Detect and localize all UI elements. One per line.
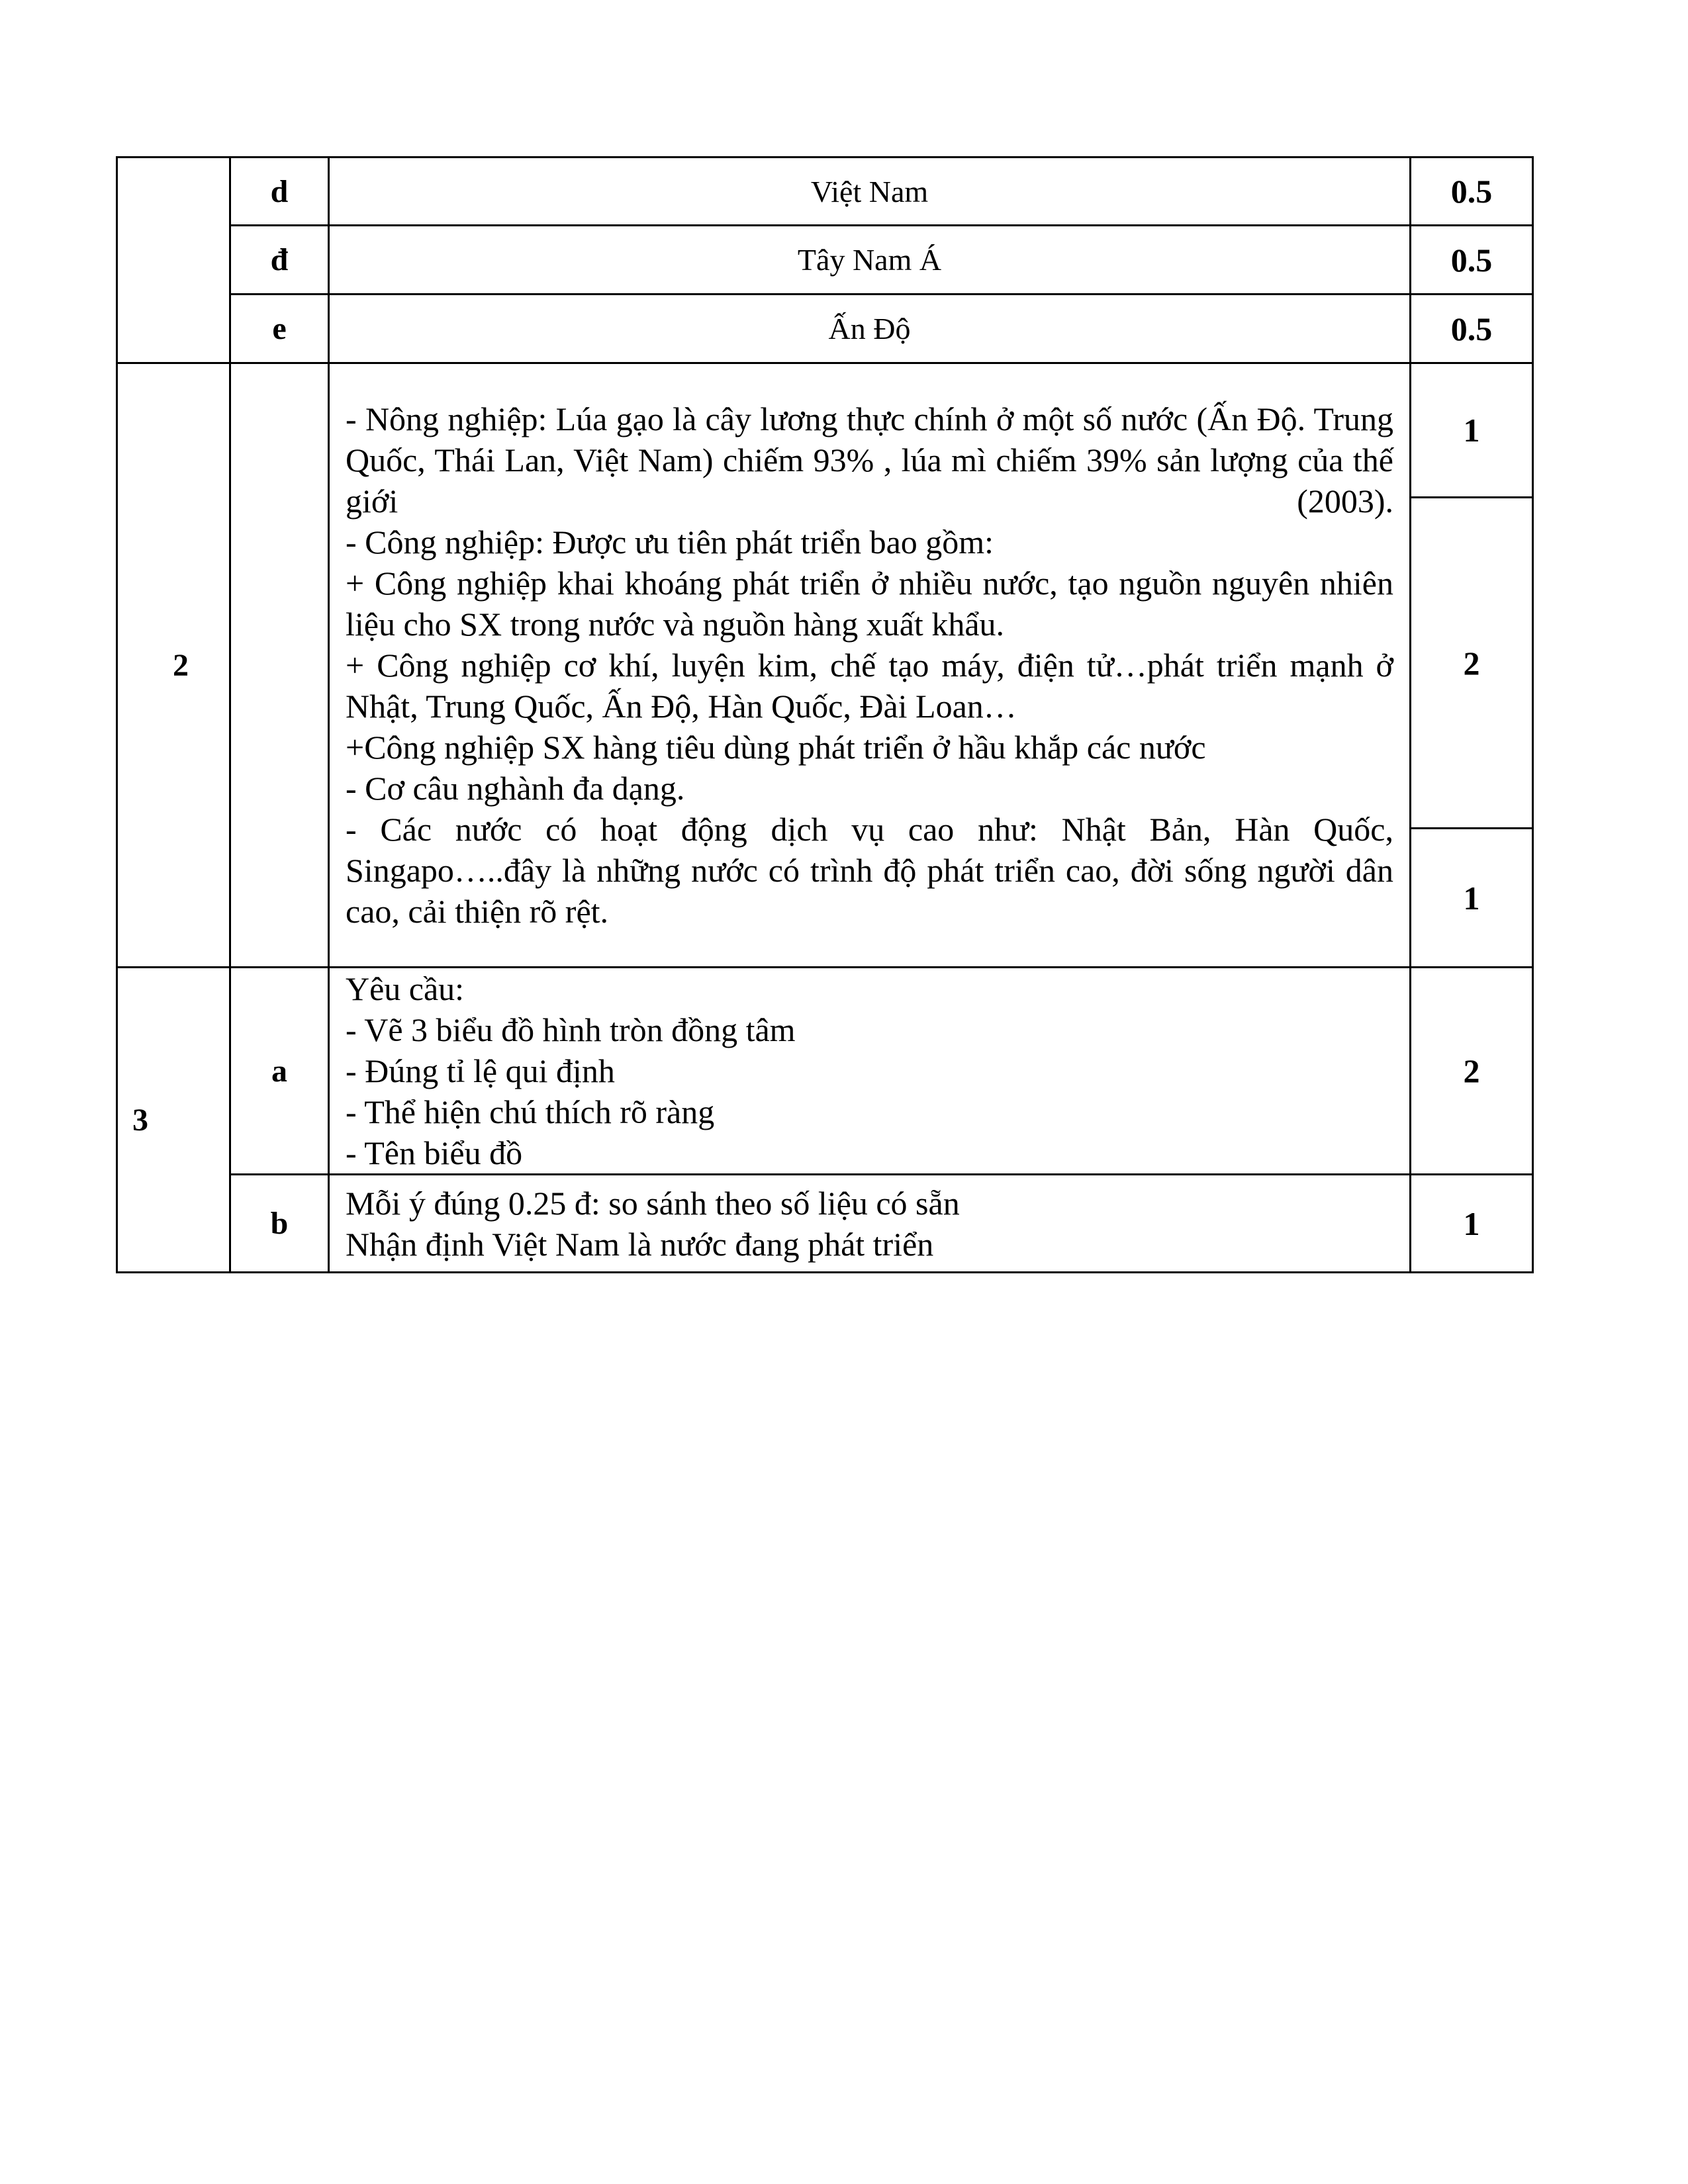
item-label: a <box>230 968 329 1175</box>
answer-line: - Tên biểu đồ <box>346 1134 523 1171</box>
table-row <box>117 968 1533 1175</box>
score-value: 2 <box>1411 498 1532 829</box>
score-value: 2 <box>1411 968 1533 1175</box>
score-value: 1 <box>1463 879 1480 917</box>
answer-line: - Vẽ 3 biểu đồ hình tròn đồng tâm <box>346 1011 796 1048</box>
answer-line: Yêu cầu: <box>346 970 465 1007</box>
answer-line: - Đúng tỉ lệ qui định <box>346 1052 615 1089</box>
table-row <box>117 363 1533 968</box>
table-row <box>117 226 1533 295</box>
table-row <box>117 1175 1533 1273</box>
table-row <box>117 158 1533 226</box>
item-label-empty <box>230 363 329 968</box>
answer-line: Mỗi ý đúng 0.25 đ: so sánh theo số liệu có sẵn <box>346 1184 960 1222</box>
answer-content <box>329 968 1411 1175</box>
item-label: b <box>230 1175 329 1273</box>
question-number: 2 <box>117 363 230 968</box>
score-value: 0.5 <box>1411 158 1533 226</box>
question-number: 3 <box>117 968 230 1273</box>
answer-line: - Thể hiện chú thích rõ ràng <box>346 1093 715 1130</box>
answer-text: Tây Nam Á <box>329 226 1411 295</box>
answer-line: - Các nước có hoạt động dịch vụ cao như: Nhật Bản, Hàn Quốc, Singapo…..đây là những nước có trình độ phát triển cao, đời sống người dân cao, cải thiện rõ rệt. <box>346 811 1393 930</box>
answer-line: - Nông nghiệp: Lúa gạo là cây lương thực chính ở một số nước (Ấn Độ. Trung Quốc, Thái Lan, Việt Nam) chiếm 93% , lúa mì chiếm 39% sản lượng của thế giới (2003). <box>346 400 1393 520</box>
answer-text: Việt Nam <box>329 158 1411 226</box>
item-label: e <box>230 295 329 363</box>
score-value: 1 <box>1411 1175 1533 1273</box>
item-label: d <box>230 158 329 226</box>
score-value: 0.5 <box>1411 226 1533 295</box>
answer-table <box>116 156 1534 1273</box>
answer-line: + Công nghiệp khai khoáng phát triển ở nhiều nước, tạo nguồn nguyên nhiên liệu cho SX trong nước và nguồn hàng xuất khẩu. <box>346 565 1393 643</box>
answer-line: + Công nghiệp cơ khí, luyện kim, chế tạo máy, điện tử…phát triển mạnh ở Nhật, Trung Quốc, Ấn Độ, Hàn Quốc, Đài Loan… <box>346 647 1393 725</box>
answer-line: Nhận định Việt Nam là nước đang phát triển <box>346 1225 934 1263</box>
answer-text: Ấn Độ <box>329 295 1411 363</box>
question-number-cell <box>117 158 230 363</box>
answer-content <box>329 1175 1411 1273</box>
score-value: 0.5 <box>1411 295 1533 363</box>
answer-content <box>329 363 1411 968</box>
score-value: 1 <box>1411 364 1532 498</box>
score-split-cell <box>1411 363 1533 968</box>
table-row <box>117 295 1533 363</box>
answer-line: - Công nghiệp: Được ưu tiên phát triển bao gồm: <box>346 523 994 561</box>
item-label: đ <box>230 226 329 295</box>
answer-line: +Công nghiệp SX hàng tiêu dùng phát triển ở hầu khắp các nước <box>346 729 1206 766</box>
answer-line: - Cơ câu nghành đa dạng. <box>346 770 685 807</box>
